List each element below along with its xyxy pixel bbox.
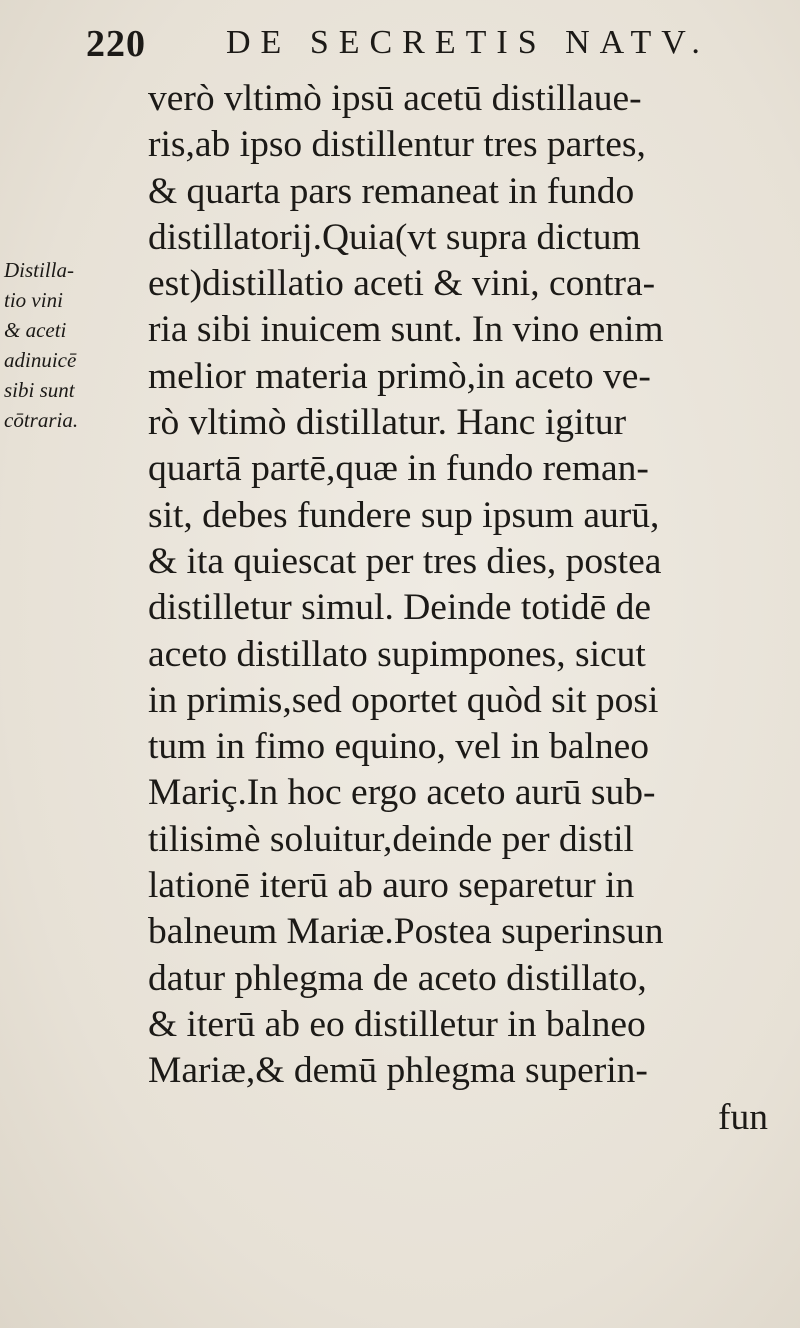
marginal-note-line: tio vini xyxy=(4,288,63,312)
text-line: Mariç.In hoc ergo aceto aurū sub- xyxy=(148,772,656,814)
running-title: DE SECRETIS NATV. xyxy=(226,24,710,61)
marginal-note-line: adinuicē xyxy=(4,348,77,372)
text-line: est)distillatio aceti & vini, contra- xyxy=(148,263,656,305)
page-header xyxy=(86,22,726,72)
text-line: lationē iterū ab auro separetur in xyxy=(148,865,635,907)
text-line: Mariæ,& demū phlegma superin- xyxy=(148,1050,648,1092)
text-line: & quarta pars remaneat in fundo xyxy=(148,170,635,212)
text-line: in primis,sed oportet quòd sit posi xyxy=(148,679,659,721)
text-line: tum in fimo equino, vel in balneo xyxy=(148,726,649,768)
text-line: tilisimè soluitur,deinde per distil xyxy=(148,818,634,860)
text-line: distillatorij.Quia(vt supra dictum xyxy=(148,216,641,258)
text-line: sit, debes fundere sup ipsum aurū, xyxy=(148,494,660,536)
marginal-note-line: cōtraria. xyxy=(4,408,79,432)
marginal-note-line: & aceti xyxy=(4,318,67,342)
text-line: verò vltimò ipsū acetū distillaue- xyxy=(148,78,642,119)
text-line: balneum Mariæ.Postea superinsun xyxy=(148,911,664,953)
text-line: & iterū ab eo distilletur in balneo xyxy=(148,1003,646,1045)
text-line: distilletur simul. Deinde totidē de xyxy=(148,587,652,629)
text-line: quartā partē,quæ in fundo reman- xyxy=(148,448,649,490)
text-line: aceto distillato supimpones, sicut xyxy=(148,633,646,675)
text-line: ria sibi inuicem sunt. In vino enim xyxy=(148,309,664,351)
marginal-note xyxy=(4,255,144,435)
text-line: ris,ab ipso distillentur tres partes, xyxy=(148,124,646,166)
text-line: datur phlegma de aceto distillato, xyxy=(148,957,647,999)
catchword: fun xyxy=(718,1096,768,1138)
body-text xyxy=(148,76,768,1141)
text-line: melior materia primò,in aceto ve- xyxy=(148,355,651,397)
marginal-note-line: sibi sunt xyxy=(4,378,75,402)
text-line: rò vltimò distillatur. Hanc igitur xyxy=(148,402,627,444)
page-number: 220 xyxy=(86,23,146,65)
marginal-note-line: Distilla- xyxy=(4,258,75,282)
text-line: & ita quiescat per tres dies, postea xyxy=(148,540,662,582)
